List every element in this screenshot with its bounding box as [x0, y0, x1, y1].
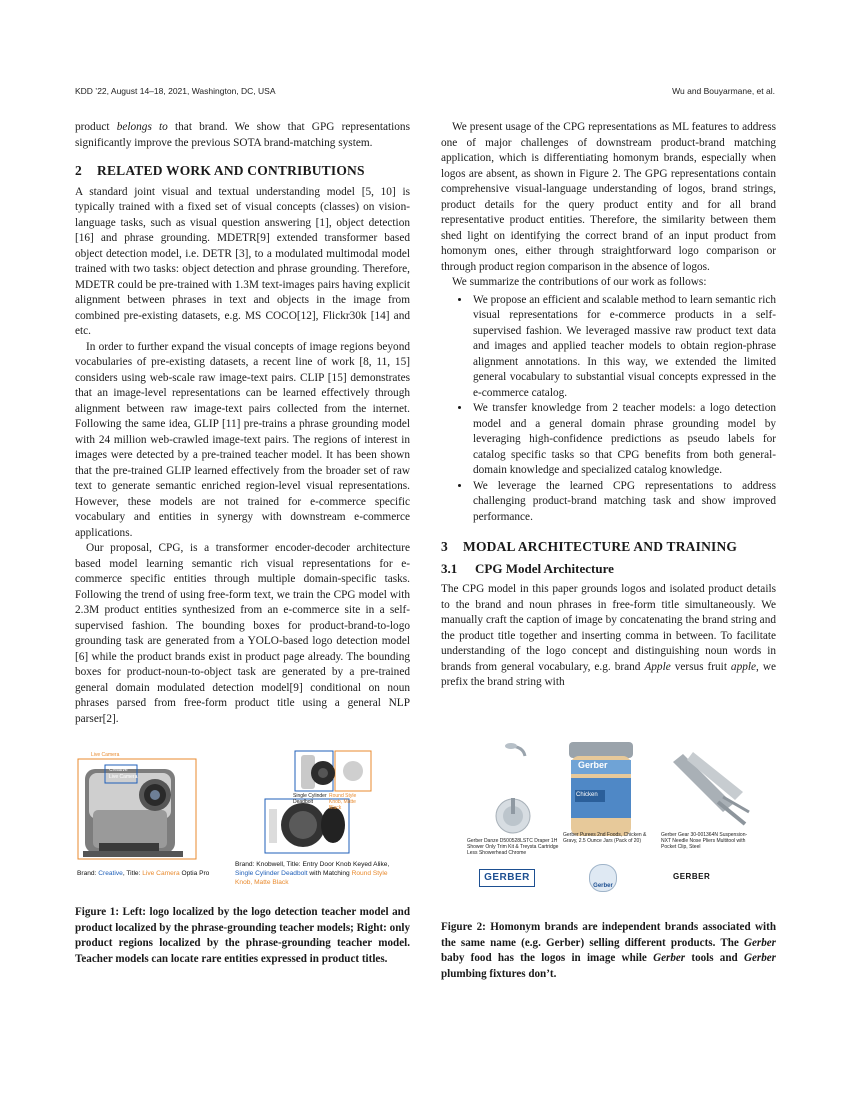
shower-product-title: Gerber Danze D500528LSTC Draper 1H Shower Only Trim Kit & Treysta Cartridge Less Showerhead Chrome: [467, 838, 559, 857]
outer-box-label: Live Camera: [91, 752, 120, 758]
baby-food-product-title: Gerber Purees 2nd Foods, Chicken & Gravy, 2.5 Ounce Jars (Pack of 20): [563, 832, 647, 845]
camera-image: [75, 755, 225, 870]
gerber-gear-logo: GERBER: [673, 872, 711, 881]
jar-brand-text: Gerber: [578, 760, 608, 770]
multitool-product-title: Gerber Gear 30-001364N Suspension-NXT Needle Nose Pliers Multitool with Pocket Clip, Steel: [661, 832, 748, 851]
paragraph: Our proposal, CPG, is a transformer encoder-decoder architecture based model learning semantic rich visual representations for e-commerce specific entities through multiple domain-specific tasks. Following the trend of using free-form text, we train the CPG model with 2.3M product entities synthesized from an e-commerce site in a self-supervised fashion. The bounding boxes for product-brand-to-logo grounding task are generated from a YOLO-based logo detection model [6] while the product brands exist in product page already. The bounding boxes for product-noun-to-object task are generated by a pre-trained general domain modulated detection model[9] conditional on noun phrases parsed from free-form product title using a general NLP parser[2].: [75, 542, 410, 725]
list-item: • We propose an efficient and scalable method to learn semantic rich visual representations for e-commerce products in a self-supervised fashion. We leveraged massive raw product text data and images and applied teacher models to obtain region-phrase alignment annotations. In this way, we extended the limited general vocabulary to substantial visual concepts expressed in the e-commerce catalog.: [471, 293, 776, 402]
figure-1-left-label: Brand: Creative, Title: Live Camera Optia Pro: [77, 870, 210, 877]
subsection-3-1-heading: 3.1 CPG Model Architecture: [441, 560, 614, 576]
figure-1-caption: Figure 1: Left: logo localized by the logo detection teacher model and product localized by the phrase-grounding teacher models; Right: only product regions localized by the phrase-grounding teacher model. Teacher models can locate rare entities expressed in product titles.: [75, 906, 410, 965]
gerber-plumbing-logo: GERBER: [479, 869, 535, 887]
gerber-baby-logo: Gerber: [589, 864, 617, 892]
multitool-image: [663, 742, 753, 832]
paragraph: The CPG model in this paper grounds logos and isolated product details to the brand and noun phrases in free-form title simultaneously. We manually craft the caption of image by concatenating the brand string and the product title together and inserting comma in between. To facilitate understanding of the logo concept and distinguishing noun words in brands from general vocabulary, e.g. brand Apple versus fruit apple, we prefix the brand string with: [441, 583, 776, 688]
section-2-heading: 2 RELATED WORK AND CONTRIBUTIONS: [75, 163, 365, 178]
product-box-label: Live Camera: [109, 774, 138, 780]
logo-box-label: Creative: [109, 767, 128, 773]
list-item: • We transfer knowledge from 2 teacher models: a logo detection model and a general domain phrase grounding model by leveraging high-confidence predictions as pseudo labels for catalog specific tasks so that CPG benefits from both general-domain knowledge and specialized catalog knowledge.: [471, 401, 776, 479]
right-column: [441, 120, 776, 691]
deadbolt-box-label: Single Cylinder Deadbolt: [293, 793, 327, 806]
contribution-list: [441, 293, 776, 526]
running-header-right: Wu and Bouyarmane, et al.: [672, 86, 775, 96]
paragraph: We present usage of the CPG representations as ML features to address one of major challenges of downstream product-brand matching application, which is differentiating homonym brands, especially when logos are absent, as shown in Figure 2. The GPG representations contain comprehensive visual-language understanding of logos, brand strings, product details for the query product entity and for all brand representative product entities. Therefore, the similarity between them shed light on identifying the correct brand of an input product from homonym ones, either through straightforward logo comparison or through product region comparison in the absence of logos.: [441, 121, 776, 273]
baby-food-jar-image: [561, 738, 641, 838]
intro-continuation: product belongs to that brand. We show that GPG representations significantly improve the previous SOTA brand-matching system.: [75, 121, 410, 149]
paragraph: We summarize the contributions of our work as follows:: [452, 276, 707, 288]
jar-flavor-text: Chicken: [576, 792, 598, 798]
running-header-left: KDD ’22, August 14–18, 2021, Washington, DC, USA: [75, 86, 276, 96]
figure-1-right-label: Brand: Knobwell, Title: Entry Door Knob Keyed Alike, Single Cylinder Deadbolt with Matching Round Style Knob, Matte Black: [235, 861, 390, 886]
figure-1: [75, 752, 410, 886]
paragraph: In order to further expand the visual concepts of image regions beyond vocabularies of pre-existing datasets, a recent line of work [8, 11, 15] considers using web-scale raw image-text pairs. CLIP [15] demonstrates that an image-level representations can be learned effectively through alignment between raw image-text pairs collected from the internet. Following the same idea, GLIP [11] pre-trains a phrase grounding model with 24 million web-crawled image-text pairs. The regions of interest in images were detected by a pre-trained teacher model. It has been shown that the pre-trained GLIP learned effectively from the broader set of raw text to generate semantic enriched region-level visual representations. However, these models are not trained for e-commerce specific vocabulary and entities in synergy with downstream e-commerce applications.: [75, 340, 410, 539]
knob-box-label: Round Style Knob, Matte Black: [329, 793, 357, 812]
section-3-heading: 3 MODAL ARCHITECTURE AND TRAINING: [441, 539, 738, 554]
shower-image: [461, 738, 541, 838]
figure-2: [441, 738, 776, 898]
figure-2-caption: Figure 2: Homonym brands are independent brands associated with the same name (e.g. Gerber) selling different products. The Gerber baby food has the logos in image while Gerber tools and Gerber plumbing fixtures don’t.: [441, 921, 776, 980]
list-item: • We leverage the learned CPG representations to address challenging product-brand matching task and show improved performance.: [471, 479, 776, 526]
left-column: [75, 120, 410, 727]
paragraph: A standard joint visual and textual understanding model [5, 10] is typically trained with a fixed set of visual concepts (classes) on vision-language tasks, such as visual question answering [1], object detection [16] and phrase grounding. MDETR[9] extended transformer based object detection model, i.e. DETR [3], to a modulated multimodal model trained with two tasks: object detection and phrase grounding. Therefore, MDETR could be pre-trained with 1.3M text-images pairs having explicit alignment between phrases in text and objects in the image from combined pre-existing datasets, e.g. MS COCO[12], Flickr30k [14] and etc.: [75, 185, 410, 337]
